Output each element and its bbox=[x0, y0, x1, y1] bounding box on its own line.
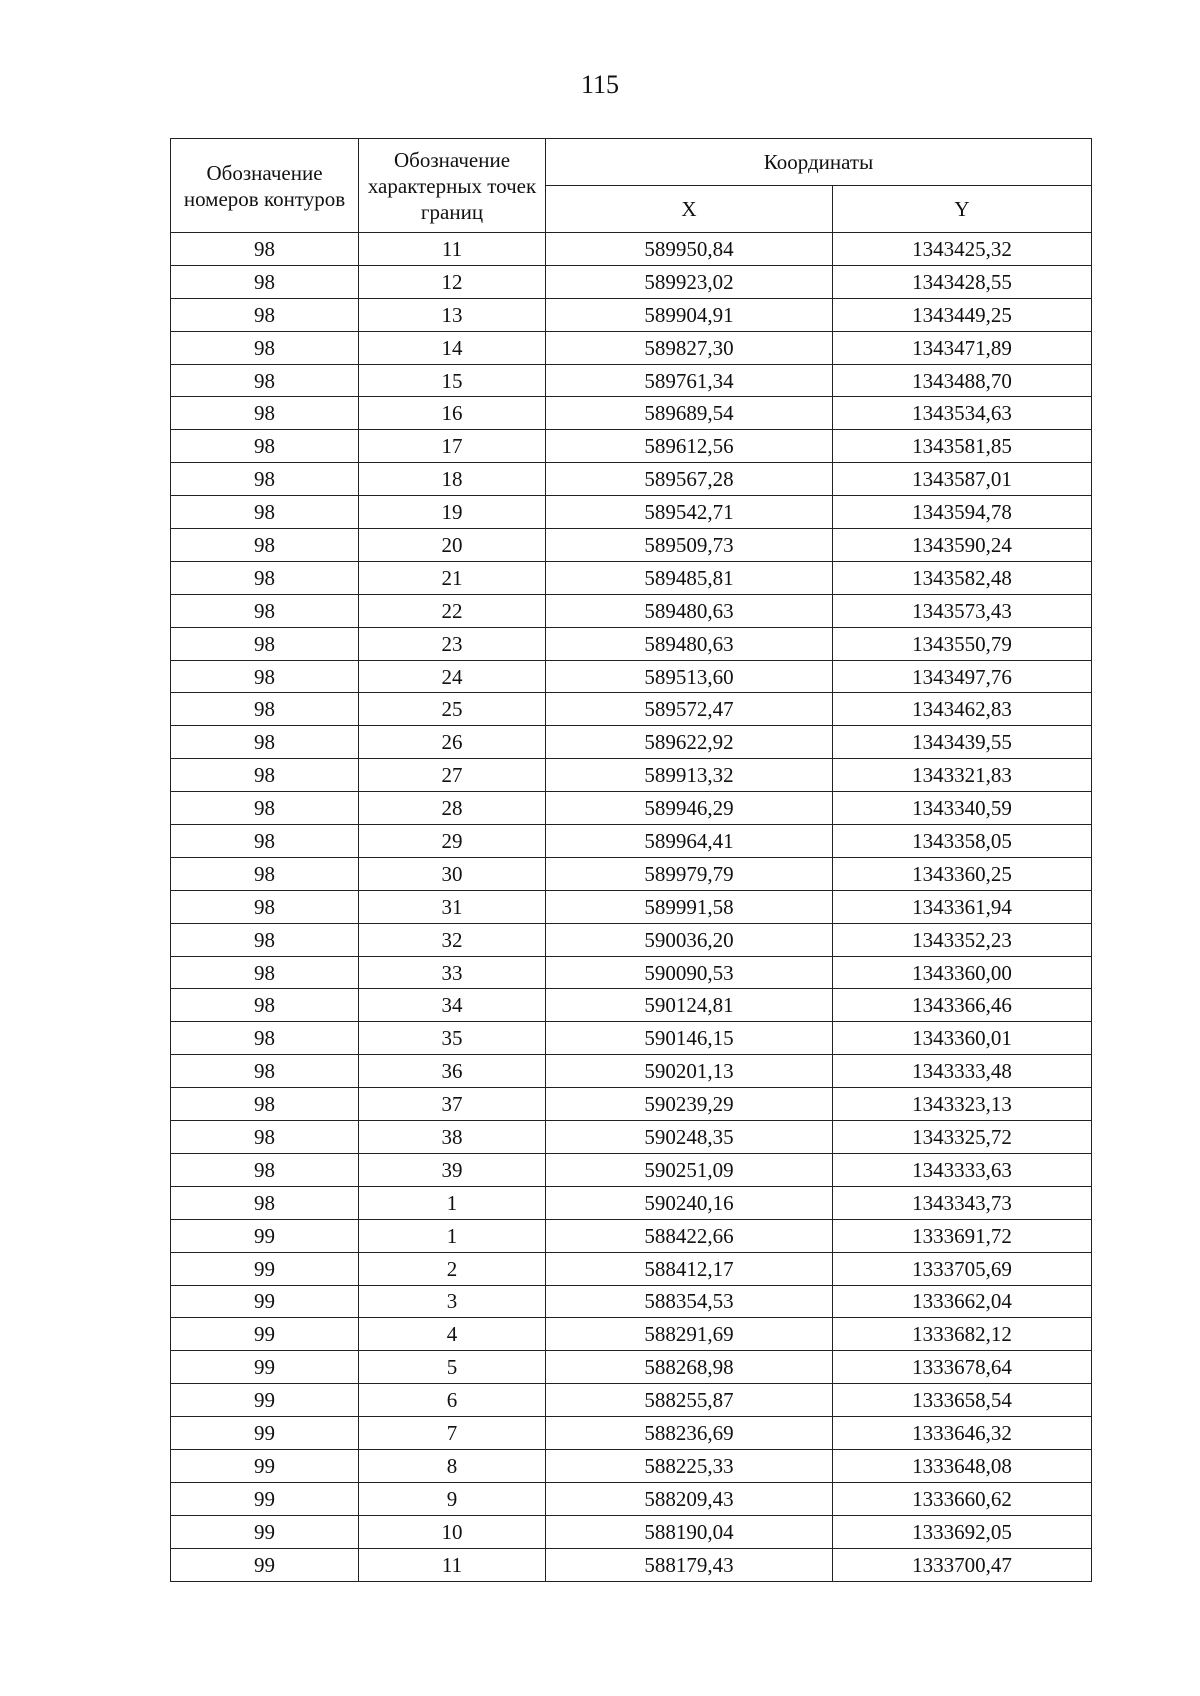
y-cell: 1343594,78 bbox=[833, 496, 1092, 529]
point-cell: 9 bbox=[359, 1482, 546, 1515]
y-cell: 1333682,12 bbox=[833, 1318, 1092, 1351]
point-cell: 38 bbox=[359, 1121, 546, 1154]
table-row bbox=[171, 1121, 1092, 1154]
point-cell: 7 bbox=[359, 1417, 546, 1450]
table-row bbox=[171, 923, 1092, 956]
y-cell: 1343439,55 bbox=[833, 726, 1092, 759]
x-cell: 589612,56 bbox=[546, 430, 833, 463]
y-cell: 1333660,62 bbox=[833, 1482, 1092, 1515]
y-cell: 1343352,23 bbox=[833, 923, 1092, 956]
point-cell: 31 bbox=[359, 890, 546, 923]
point-cell: 12 bbox=[359, 265, 546, 298]
table-row bbox=[171, 1384, 1092, 1417]
y-cell: 1343582,48 bbox=[833, 561, 1092, 594]
point-cell: 4 bbox=[359, 1318, 546, 1351]
contour-cell: 98 bbox=[171, 430, 359, 463]
contour-cell: 98 bbox=[171, 265, 359, 298]
contour-cell: 98 bbox=[171, 529, 359, 562]
table-row bbox=[171, 364, 1092, 397]
x-cell: 588209,43 bbox=[546, 1482, 833, 1515]
x-cell: 589542,71 bbox=[546, 496, 833, 529]
x-cell: 589946,29 bbox=[546, 792, 833, 825]
x-cell: 589485,81 bbox=[546, 561, 833, 594]
point-cell: 1 bbox=[359, 1186, 546, 1219]
point-cell: 28 bbox=[359, 792, 546, 825]
x-cell: 589991,58 bbox=[546, 890, 833, 923]
table-row bbox=[171, 561, 1092, 594]
table-row bbox=[171, 660, 1092, 693]
contour-cell: 99 bbox=[171, 1515, 359, 1548]
contour-cell: 99 bbox=[171, 1548, 359, 1581]
x-cell: 589979,79 bbox=[546, 857, 833, 890]
point-cell: 2 bbox=[359, 1252, 546, 1285]
table-row bbox=[171, 1252, 1092, 1285]
table-row bbox=[171, 989, 1092, 1022]
table-row bbox=[171, 890, 1092, 923]
y-cell: 1343343,73 bbox=[833, 1186, 1092, 1219]
table-row bbox=[171, 430, 1092, 463]
x-cell: 589904,91 bbox=[546, 298, 833, 331]
contour-cell: 98 bbox=[171, 759, 359, 792]
point-cell: 11 bbox=[359, 1548, 546, 1581]
x-cell: 590036,20 bbox=[546, 923, 833, 956]
contour-cell: 98 bbox=[171, 627, 359, 660]
y-cell: 1343449,25 bbox=[833, 298, 1092, 331]
x-cell: 588422,66 bbox=[546, 1219, 833, 1252]
x-cell: 588291,69 bbox=[546, 1318, 833, 1351]
y-cell: 1343333,63 bbox=[833, 1153, 1092, 1186]
table-row bbox=[171, 1548, 1092, 1581]
contour-cell: 99 bbox=[171, 1482, 359, 1515]
point-cell: 6 bbox=[359, 1384, 546, 1417]
point-cell: 18 bbox=[359, 463, 546, 496]
y-cell: 1333662,04 bbox=[833, 1285, 1092, 1318]
point-cell: 5 bbox=[359, 1351, 546, 1384]
contour-cell: 98 bbox=[171, 1153, 359, 1186]
table-row bbox=[171, 1515, 1092, 1548]
x-cell: 589480,63 bbox=[546, 627, 833, 660]
point-cell: 33 bbox=[359, 956, 546, 989]
y-cell: 1343587,01 bbox=[833, 463, 1092, 496]
contour-cell: 98 bbox=[171, 1055, 359, 1088]
x-cell: 590124,81 bbox=[546, 989, 833, 1022]
x-cell: 589567,28 bbox=[546, 463, 833, 496]
y-cell: 1343323,13 bbox=[833, 1088, 1092, 1121]
y-cell: 1343581,85 bbox=[833, 430, 1092, 463]
point-cell: 15 bbox=[359, 364, 546, 397]
point-cell: 8 bbox=[359, 1449, 546, 1482]
x-cell: 589827,30 bbox=[546, 331, 833, 364]
x-cell: 589513,60 bbox=[546, 660, 833, 693]
x-cell: 589761,34 bbox=[546, 364, 833, 397]
y-cell: 1343360,00 bbox=[833, 956, 1092, 989]
point-cell: 20 bbox=[359, 529, 546, 562]
table-row bbox=[171, 1219, 1092, 1252]
y-cell: 1343590,24 bbox=[833, 529, 1092, 562]
x-cell: 590146,15 bbox=[546, 1022, 833, 1055]
contour-cell: 99 bbox=[171, 1285, 359, 1318]
contour-cell: 99 bbox=[171, 1351, 359, 1384]
table-row bbox=[171, 1318, 1092, 1351]
table-header-row bbox=[171, 139, 1092, 186]
x-cell: 588412,17 bbox=[546, 1252, 833, 1285]
contour-cell: 98 bbox=[171, 463, 359, 496]
point-cell: 10 bbox=[359, 1515, 546, 1548]
point-cell: 17 bbox=[359, 430, 546, 463]
table-row bbox=[171, 463, 1092, 496]
contour-cell: 98 bbox=[171, 825, 359, 858]
table-row bbox=[171, 956, 1092, 989]
contour-cell: 98 bbox=[171, 1022, 359, 1055]
x-cell: 588268,98 bbox=[546, 1351, 833, 1384]
point-cell: 14 bbox=[359, 331, 546, 364]
x-cell: 588190,04 bbox=[546, 1515, 833, 1548]
contour-cell: 98 bbox=[171, 989, 359, 1022]
table-row bbox=[171, 792, 1092, 825]
point-cell: 36 bbox=[359, 1055, 546, 1088]
table-row bbox=[171, 1055, 1092, 1088]
y-cell: 1343550,79 bbox=[833, 627, 1092, 660]
contour-cell: 98 bbox=[171, 298, 359, 331]
header-contour-number: Обозначение номеров контуров bbox=[171, 139, 359, 233]
table-row bbox=[171, 594, 1092, 627]
contour-cell: 99 bbox=[171, 1417, 359, 1450]
contour-cell: 99 bbox=[171, 1219, 359, 1252]
x-cell: 588225,33 bbox=[546, 1449, 833, 1482]
x-cell: 590251,09 bbox=[546, 1153, 833, 1186]
header-boundary-point: Обозначение характерных точек границ bbox=[359, 139, 546, 233]
point-cell: 19 bbox=[359, 496, 546, 529]
y-cell: 1333678,64 bbox=[833, 1351, 1092, 1384]
table-row bbox=[171, 627, 1092, 660]
header-y: Y bbox=[833, 186, 1092, 233]
contour-cell: 98 bbox=[171, 496, 359, 529]
x-cell: 589950,84 bbox=[546, 233, 833, 266]
y-cell: 1343488,70 bbox=[833, 364, 1092, 397]
y-cell: 1343340,59 bbox=[833, 792, 1092, 825]
point-cell: 34 bbox=[359, 989, 546, 1022]
y-cell: 1333648,08 bbox=[833, 1449, 1092, 1482]
table-row bbox=[171, 1482, 1092, 1515]
contour-cell: 98 bbox=[171, 1186, 359, 1219]
table-row bbox=[171, 857, 1092, 890]
x-cell: 588236,69 bbox=[546, 1417, 833, 1450]
x-cell: 589964,41 bbox=[546, 825, 833, 858]
point-cell: 16 bbox=[359, 397, 546, 430]
table-row bbox=[171, 496, 1092, 529]
x-cell: 590239,29 bbox=[546, 1088, 833, 1121]
table-body bbox=[171, 233, 1092, 1582]
contour-cell: 98 bbox=[171, 1121, 359, 1154]
point-cell: 35 bbox=[359, 1022, 546, 1055]
point-cell: 39 bbox=[359, 1153, 546, 1186]
y-cell: 1343462,83 bbox=[833, 693, 1092, 726]
contour-cell: 98 bbox=[171, 1088, 359, 1121]
point-cell: 24 bbox=[359, 660, 546, 693]
table-row bbox=[171, 759, 1092, 792]
contour-cell: 98 bbox=[171, 561, 359, 594]
y-cell: 1333658,54 bbox=[833, 1384, 1092, 1417]
contour-cell: 98 bbox=[171, 923, 359, 956]
x-cell: 589622,92 bbox=[546, 726, 833, 759]
x-cell: 590201,13 bbox=[546, 1055, 833, 1088]
point-cell: 27 bbox=[359, 759, 546, 792]
point-cell: 29 bbox=[359, 825, 546, 858]
contour-cell: 98 bbox=[171, 331, 359, 364]
x-cell: 590240,16 bbox=[546, 1186, 833, 1219]
y-cell: 1343321,83 bbox=[833, 759, 1092, 792]
y-cell: 1343471,89 bbox=[833, 331, 1092, 364]
contour-cell: 99 bbox=[171, 1318, 359, 1351]
x-cell: 589913,32 bbox=[546, 759, 833, 792]
y-cell: 1333705,69 bbox=[833, 1252, 1092, 1285]
y-cell: 1343360,25 bbox=[833, 857, 1092, 890]
contour-cell: 98 bbox=[171, 364, 359, 397]
table-row bbox=[171, 1285, 1092, 1318]
point-cell: 37 bbox=[359, 1088, 546, 1121]
table-row bbox=[171, 693, 1092, 726]
contour-cell: 99 bbox=[171, 1384, 359, 1417]
y-cell: 1343425,32 bbox=[833, 233, 1092, 266]
point-cell: 21 bbox=[359, 561, 546, 594]
contour-cell: 99 bbox=[171, 1449, 359, 1482]
y-cell: 1343428,55 bbox=[833, 265, 1092, 298]
contour-cell: 98 bbox=[171, 857, 359, 890]
y-cell: 1343361,94 bbox=[833, 890, 1092, 923]
table-row bbox=[171, 1022, 1092, 1055]
x-cell: 589689,54 bbox=[546, 397, 833, 430]
x-cell: 588354,53 bbox=[546, 1285, 833, 1318]
point-cell: 11 bbox=[359, 233, 546, 266]
contour-cell: 99 bbox=[171, 1252, 359, 1285]
y-cell: 1343497,76 bbox=[833, 660, 1092, 693]
contour-cell: 98 bbox=[171, 890, 359, 923]
y-cell: 1343366,46 bbox=[833, 989, 1092, 1022]
x-cell: 588179,43 bbox=[546, 1548, 833, 1581]
contour-cell: 98 bbox=[171, 233, 359, 266]
point-cell: 30 bbox=[359, 857, 546, 890]
table-row bbox=[171, 233, 1092, 266]
x-cell: 589480,63 bbox=[546, 594, 833, 627]
header-coordinates: Координаты bbox=[546, 139, 1092, 186]
point-cell: 1 bbox=[359, 1219, 546, 1252]
x-cell: 590248,35 bbox=[546, 1121, 833, 1154]
table-row bbox=[171, 825, 1092, 858]
header-x: X bbox=[546, 186, 833, 233]
table-row bbox=[171, 1417, 1092, 1450]
contour-cell: 98 bbox=[171, 594, 359, 627]
point-cell: 3 bbox=[359, 1285, 546, 1318]
contour-cell: 98 bbox=[171, 660, 359, 693]
contour-cell: 98 bbox=[171, 726, 359, 759]
table-row bbox=[171, 265, 1092, 298]
table-row bbox=[171, 1186, 1092, 1219]
y-cell: 1343573,43 bbox=[833, 594, 1092, 627]
x-cell: 589509,73 bbox=[546, 529, 833, 562]
point-cell: 32 bbox=[359, 923, 546, 956]
y-cell: 1343333,48 bbox=[833, 1055, 1092, 1088]
table-row bbox=[171, 1449, 1092, 1482]
x-cell: 588255,87 bbox=[546, 1384, 833, 1417]
table-row bbox=[171, 1153, 1092, 1186]
y-cell: 1333646,32 bbox=[833, 1417, 1092, 1450]
point-cell: 22 bbox=[359, 594, 546, 627]
y-cell: 1333691,72 bbox=[833, 1219, 1092, 1252]
table-row bbox=[171, 298, 1092, 331]
x-cell: 589923,02 bbox=[546, 265, 833, 298]
contour-cell: 98 bbox=[171, 397, 359, 430]
table-row bbox=[171, 331, 1092, 364]
coordinates-table bbox=[170, 138, 1092, 1582]
contour-cell: 98 bbox=[171, 956, 359, 989]
point-cell: 13 bbox=[359, 298, 546, 331]
x-cell: 589572,47 bbox=[546, 693, 833, 726]
point-cell: 25 bbox=[359, 693, 546, 726]
y-cell: 1343360,01 bbox=[833, 1022, 1092, 1055]
table-row bbox=[171, 397, 1092, 430]
y-cell: 1333692,05 bbox=[833, 1515, 1092, 1548]
y-cell: 1343534,63 bbox=[833, 397, 1092, 430]
table-row bbox=[171, 726, 1092, 759]
contour-cell: 98 bbox=[171, 792, 359, 825]
point-cell: 26 bbox=[359, 726, 546, 759]
y-cell: 1343358,05 bbox=[833, 825, 1092, 858]
table-row bbox=[171, 1088, 1092, 1121]
y-cell: 1343325,72 bbox=[833, 1121, 1092, 1154]
table-row bbox=[171, 1351, 1092, 1384]
y-cell: 1333700,47 bbox=[833, 1548, 1092, 1581]
contour-cell: 98 bbox=[171, 693, 359, 726]
table-row bbox=[171, 529, 1092, 562]
page-number: 115 bbox=[580, 70, 620, 99]
point-cell: 23 bbox=[359, 627, 546, 660]
x-cell: 590090,53 bbox=[546, 956, 833, 989]
